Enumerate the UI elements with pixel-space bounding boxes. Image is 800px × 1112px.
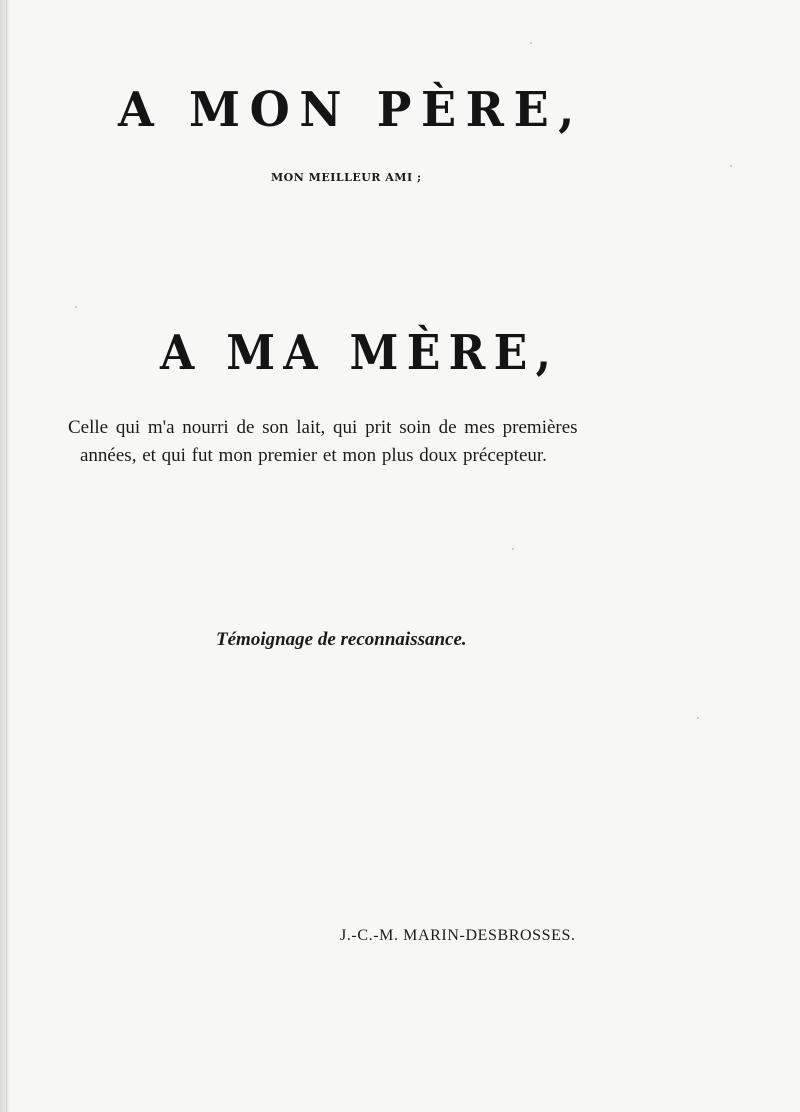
scan-speck — [530, 42, 532, 44]
gratitude-line: Témoignage de reconnaissance. — [216, 629, 467, 650]
scan-speck — [75, 306, 77, 308]
scan-speck — [512, 548, 514, 550]
dedication-title-father: A MON PÈRE, — [118, 82, 584, 138]
dedication-text-line-1: Celle qui m'a nourri de son lait, qui prit soin de mes premières — [68, 417, 578, 438]
dedication-title-mother: A MA MÈRE, — [160, 325, 560, 381]
dedication-text-line-2: années, et qui fut mon premier et mon plus doux précepteur. — [80, 445, 547, 466]
binding-edge — [0, 0, 10, 1112]
binding-line — [6, 0, 7, 1112]
author-signature: J.-C.-M. MARIN-DESBROSSES. — [340, 927, 576, 944]
scan-speck — [697, 717, 699, 719]
dedication-text — [68, 414, 688, 470]
scan-speck — [730, 165, 732, 167]
dedication-subtitle-father: MON MEILLEUR AMI ; — [271, 171, 422, 184]
